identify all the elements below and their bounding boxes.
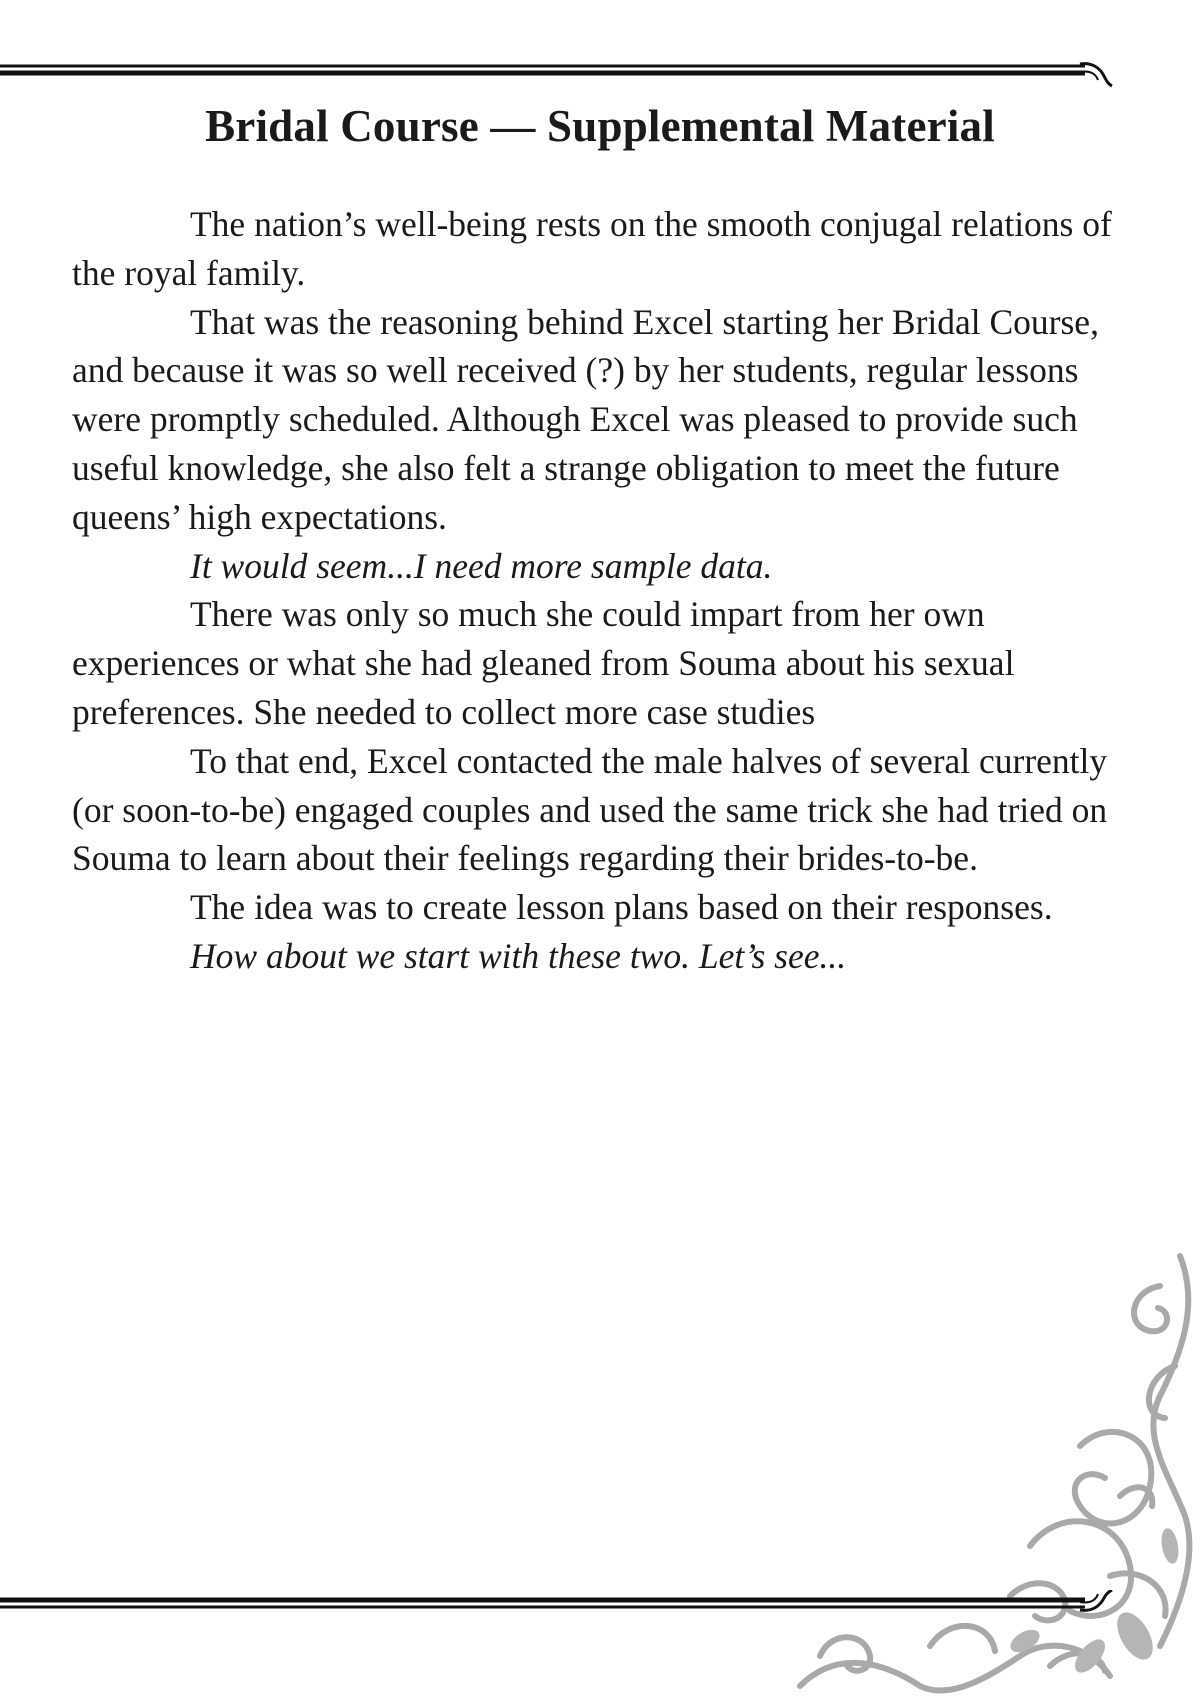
paragraph: The nation’s well-being rests on the smooth conjugal relations of the royal family. — [72, 204, 1112, 293]
paragraph: That was the reasoning behind Excel starting her Bridal Course, and because it was so well received (?) by her students, regular lessons were promptly scheduled. Although Excel was pleased to provide such useful knowledge, she also felt a strange obligation to meet the future queens’ high expectations. — [72, 301, 1099, 537]
paragraph-italic-thought: How about we start with these two. Let’s see... — [190, 935, 847, 976]
body-text — [72, 200, 1122, 981]
paragraph: To that end, Excel contacted the male halves of several currently (or soon-to-be) engaged couples and used the same trick she had tried on Souma to learn about their feelings regarding their brides-to-be. — [72, 740, 1108, 879]
page-title: Bridal Course — Supplemental Material — [205, 101, 995, 151]
paragraph: The idea was to create lesson plans based on their responses. — [190, 887, 1053, 928]
top-rule-flourish-icon — [0, 60, 1120, 90]
paragraph: There was only so much she could impart from her own experiences or what she had gleaned from Souma about his sexual preferences. She needed to collect more case studies — [72, 594, 1015, 732]
floral-corner-flourish-icon — [780, 1246, 1200, 1706]
paragraph-italic-thought: It would seem...I need more sample data. — [190, 545, 773, 586]
bottom-rule-flourish-icon — [0, 1590, 1120, 1620]
